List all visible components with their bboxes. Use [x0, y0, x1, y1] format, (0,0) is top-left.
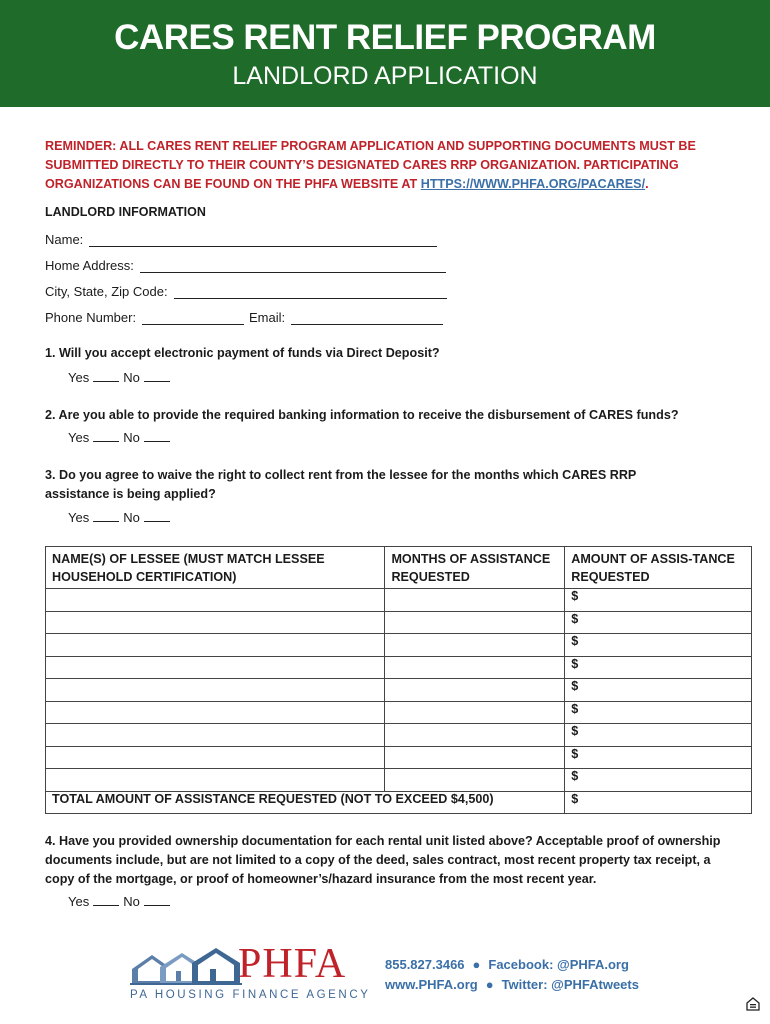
- table-row[interactable]: [46, 769, 752, 792]
- name-line[interactable]: [89, 233, 437, 247]
- no-blank[interactable]: [144, 894, 170, 906]
- bullet: ●: [472, 957, 481, 972]
- equal-housing-icon: [746, 997, 760, 1011]
- table-row[interactable]: [46, 634, 752, 657]
- email-field[interactable]: [249, 307, 443, 325]
- no-blank[interactable]: [144, 510, 170, 522]
- phone-field[interactable]: [45, 307, 244, 325]
- table-row[interactable]: [46, 746, 752, 769]
- question-1: 1. Will you accept electronic payment of funds via Direct Deposit?: [45, 346, 440, 360]
- no-blank[interactable]: [144, 370, 170, 382]
- yes-label: Yes: [68, 370, 90, 385]
- city-state-zip-field[interactable]: [45, 281, 447, 299]
- home-address-label: Home Address:: [45, 258, 134, 273]
- yes-label: Yes: [68, 430, 90, 445]
- contact-line-1: [385, 955, 639, 975]
- months-cell[interactable]: [385, 656, 565, 679]
- city-state-zip-line[interactable]: [174, 285, 447, 299]
- contact-line-2: [385, 975, 639, 995]
- amount-cell[interactable]: $: [565, 679, 752, 702]
- phone-number: 855.827.3466: [385, 957, 465, 972]
- landlord-info-heading: LANDLORD INFORMATION: [45, 205, 206, 219]
- months-cell[interactable]: [385, 589, 565, 612]
- phone-line[interactable]: [142, 311, 244, 325]
- twitter-handle[interactable]: Twitter: @PHFAtweets: [501, 977, 639, 992]
- amount-cell[interactable]: $: [565, 746, 752, 769]
- phfa-logo: [130, 943, 370, 1005]
- months-cell[interactable]: [385, 679, 565, 702]
- lessee-name-cell[interactable]: [46, 701, 385, 724]
- home-address-line[interactable]: [140, 259, 446, 273]
- amount-cell[interactable]: $: [565, 634, 752, 657]
- question-2-yes-no[interactable]: [68, 430, 174, 445]
- name-field[interactable]: [45, 229, 437, 247]
- question-4: 4. Have you provided ownership documentation for each rental unit listed above? Acceptable proof of ownership documents include, but are not limited to a copy of the deed, sales contract, most recent property tax receipt, a copy of the mortgage, or proof of homeowner’s/hazard insurance from the most recent year.: [45, 834, 721, 886]
- months-header: MONTHS OF ASSISTANCE REQUESTED: [385, 547, 565, 589]
- phone-label: Phone Number:: [45, 310, 137, 325]
- total-label: TOTAL AMOUNT OF ASSISTANCE REQUESTED (NOT TO EXCEED $4,500): [46, 791, 565, 814]
- months-cell[interactable]: [385, 746, 565, 769]
- page-title: CARES RENT RELIEF PROGRAM: [114, 18, 656, 57]
- no-blank[interactable]: [144, 430, 170, 442]
- footer-contact: [385, 955, 639, 995]
- amount-cell[interactable]: $: [565, 724, 752, 747]
- table-row[interactable]: [46, 611, 752, 634]
- lessee-name-cell[interactable]: [46, 656, 385, 679]
- website-link[interactable]: www.PHFA.org: [385, 977, 478, 992]
- lessee-name-header: NAME(S) OF LESSEE (MUST MATCH LESSEE HOUSEHOLD CERTIFICATION): [46, 547, 385, 589]
- lessee-name-cell[interactable]: [46, 769, 385, 792]
- total-amount-cell[interactable]: $: [565, 791, 752, 814]
- table-header-row: [46, 547, 752, 589]
- pacares-link[interactable]: HTTPS://WWW.PHFA.ORG/PACARES/: [420, 177, 646, 191]
- city-state-zip-label: City, State, Zip Code:: [45, 284, 168, 299]
- header-banner: [0, 0, 770, 107]
- lessee-name-cell[interactable]: [46, 589, 385, 612]
- question-1-yes-no[interactable]: [68, 370, 174, 385]
- table-row[interactable]: [46, 589, 752, 612]
- yes-blank[interactable]: [93, 894, 119, 906]
- reminder-text: REMINDER: ALL CARES RENT RELIEF PROGRAM APPLICATION AND SUPPORTING DOCUMENTS MUST BE SUBMITTED DIRECTLY TO THEIR COUNTY’S DESIGNATED CARES RRP ORGANIZATION. PARTICIPATING ORGANIZATIONS CAN BE FOUND ON THE PHFA WEBSITE AT: [45, 139, 696, 191]
- logo-wordmark: PHFA: [238, 941, 347, 987]
- amount-cell[interactable]: $: [565, 589, 752, 612]
- lessee-name-cell[interactable]: [46, 724, 385, 747]
- months-cell[interactable]: [385, 701, 565, 724]
- bullet: ●: [485, 977, 494, 992]
- months-cell[interactable]: [385, 634, 565, 657]
- amount-header: AMOUNT OF ASSIS-TANCE REQUESTED: [565, 547, 752, 589]
- no-label: No: [123, 894, 140, 909]
- amount-cell[interactable]: $: [565, 656, 752, 679]
- reminder-end: .: [645, 177, 649, 191]
- table-row[interactable]: [46, 724, 752, 747]
- lessee-name-cell[interactable]: [46, 679, 385, 702]
- table-row[interactable]: [46, 656, 752, 679]
- amount-cell[interactable]: $: [565, 769, 752, 792]
- reminder-notice: [45, 137, 725, 194]
- no-label: No: [123, 510, 140, 525]
- total-row: [46, 791, 752, 814]
- table-row[interactable]: [46, 701, 752, 724]
- amount-cell[interactable]: $: [565, 701, 752, 724]
- home-address-field[interactable]: [45, 255, 446, 273]
- lessee-name-cell[interactable]: [46, 746, 385, 769]
- question-3-yes-no[interactable]: [68, 510, 174, 525]
- question-3: 3. Do you agree to waive the right to collect rent from the lessee for the months which CARES RRP assistance is being applied?: [45, 468, 637, 501]
- yes-blank[interactable]: [93, 510, 119, 522]
- name-label: Name:: [45, 232, 84, 247]
- no-label: No: [123, 370, 140, 385]
- table-row[interactable]: [46, 679, 752, 702]
- question-4-yes-no[interactable]: [68, 894, 174, 909]
- email-label: Email:: [249, 310, 286, 325]
- email-line[interactable]: [291, 311, 443, 325]
- months-cell[interactable]: [385, 611, 565, 634]
- lessee-name-cell[interactable]: [46, 634, 385, 657]
- yes-label: Yes: [68, 510, 90, 525]
- months-cell[interactable]: [385, 769, 565, 792]
- lessee-name-cell[interactable]: [46, 611, 385, 634]
- facebook-handle[interactable]: Facebook: @PHFA.org: [488, 957, 629, 972]
- question-2: 2. Are you able to provide the required banking information to receive the disbursement of CARES funds?: [45, 408, 679, 422]
- yes-blank[interactable]: [93, 370, 119, 382]
- lessee-table: [45, 546, 752, 814]
- yes-blank[interactable]: [93, 430, 119, 442]
- amount-cell[interactable]: $: [565, 611, 752, 634]
- no-label: No: [123, 430, 140, 445]
- logo-tagline: PA HOUSING FINANCE AGENCY: [130, 989, 371, 1001]
- page-subtitle: LANDLORD APPLICATION: [232, 62, 538, 90]
- months-cell[interactable]: [385, 724, 565, 747]
- yes-label: Yes: [68, 894, 90, 909]
